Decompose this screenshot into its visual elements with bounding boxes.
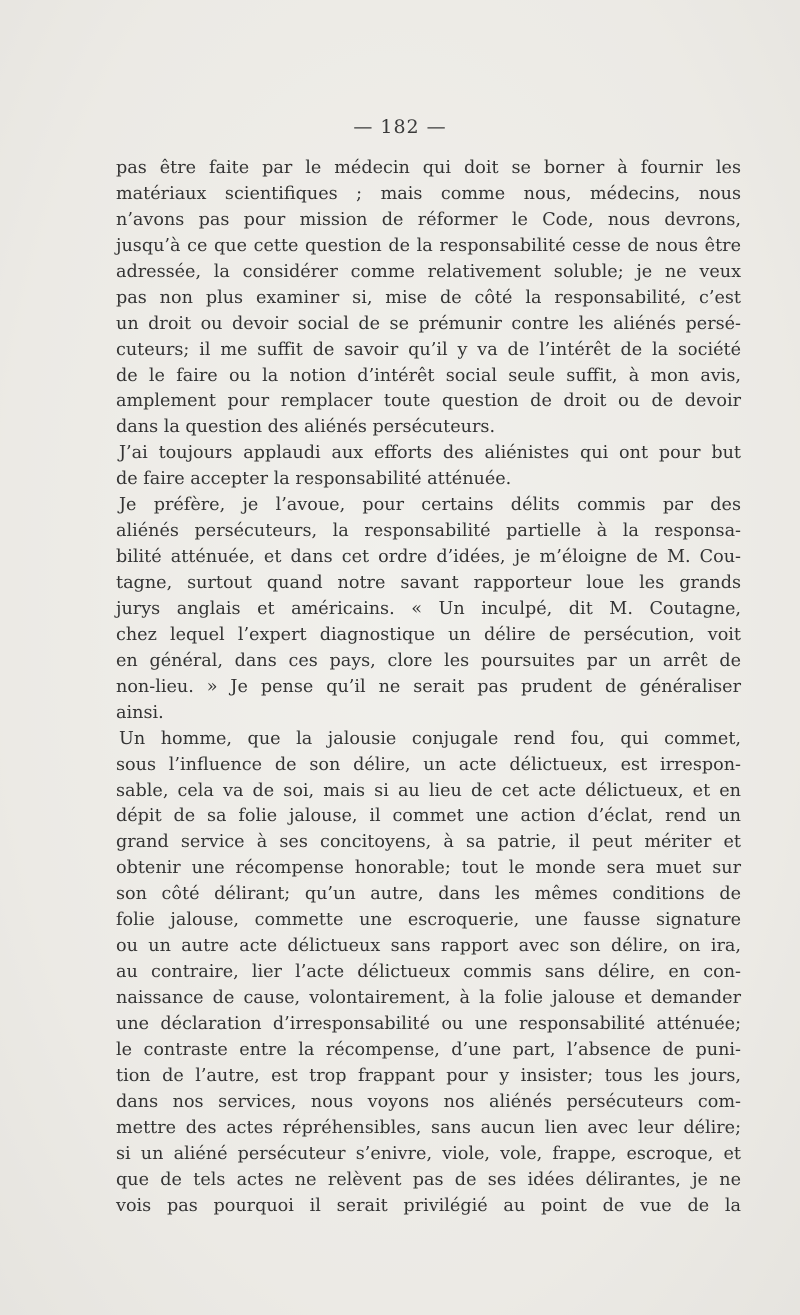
text-line: de le faire ou la notion d’intérêt social seule suffit, à mon avis, <box>116 365 741 386</box>
text-line: pas être faite par le médecin qui doit se borner à fournir les <box>116 158 741 178</box>
text-line: que de tels actes ne relèvent pas de ses idées délirantes, je ne <box>116 1169 741 1190</box>
text-line: en général, dans ces pays, clore les poursuites par un arrêt de <box>116 650 741 671</box>
text-line: son côté délirant; qu’un autre, dans les mêmes conditions de <box>116 884 741 905</box>
text-line: pas non plus examiner si, mise de côté la responsabilité, c’est <box>116 287 741 308</box>
text-line: non-lieu. » Je pense qu’il ne serait pas prudent de généraliser <box>116 676 741 697</box>
text-line: naissance de cause, volontairement, à la folie jalouse et demander <box>116 988 741 1008</box>
text-line: Je préfère, je l’avoue, pour certains délits commis par des <box>119 495 741 516</box>
text-line: tion de l’autre, est trop frappant pour y insister; tous les jours, <box>116 1065 741 1086</box>
text-line: dépit de sa folie jalouse, il commet une action d’éclat, rend un <box>116 806 741 827</box>
text-line: le contraste entre la récompense, d’une part, l’absence de puni- <box>116 1039 741 1060</box>
text-line: mettre des actes répréhensibles, sans aucun lien avec leur délire; <box>116 1117 741 1138</box>
text-line: ou un autre acte délictueux sans rapport avec son délire, on ira, <box>116 936 741 957</box>
text-line: matériaux scientifiques ; mais comme nous, médecins, nous <box>116 183 741 204</box>
text-line: Un homme, que la jalousie conjugale rend fou, qui commet, <box>119 728 741 749</box>
text-line: dans nos services, nous voyons nos aliénés persécuteurs com- <box>116 1091 741 1112</box>
text-line: bilité atténuée, et dans cet ordre d’idées, je m’éloigne de M. Cou- <box>116 547 741 568</box>
text-line: adressée, la considérer comme relativement soluble; je ne veux <box>116 261 741 282</box>
text-line: tagne, surtout quand notre savant rapporteur loue les grands <box>116 573 741 593</box>
text-line: n’avons pas pour mission de réformer le Code, nous devrons, <box>116 209 741 230</box>
text-line: dans la question des aliénés persécuteurs. <box>116 417 496 438</box>
text-line: amplement pour remplacer toute question de droit ou de devoir <box>116 391 741 412</box>
text-line: grand service à ses concitoyens, à sa patrie, il peut mériter et <box>116 832 741 853</box>
text-line: J’ai toujours applaudi aux efforts des aliénistes qui ont pour but <box>119 443 741 464</box>
text-line: aliénés persécuteurs, la responsabilité partielle à la responsa- <box>116 521 741 542</box>
text-line: jurys anglais et américains. « Un inculpé, dit M. Coutagne, <box>116 598 741 619</box>
text-line: vois pas pourquoi il serait privilégié au point de vue de la <box>116 1195 741 1216</box>
text-line: folie jalouse, commette une escroquerie, une fausse signature <box>116 910 741 931</box>
page-number: — 182 — <box>353 116 447 138</box>
text-line: au contraire, lier l’acte délictueux commis sans délire, en con- <box>116 962 741 983</box>
text-line: sable, cela va de soi, mais si au lieu de cet acte délictueux, et en <box>116 780 741 801</box>
text-line: une déclaration d’irresponsabilité ou une responsabilité atténuée; <box>116 1013 741 1034</box>
body-text <box>116 156 741 1219</box>
text-line: un droit ou devoir social de se prémunir contre les aliénés persé- <box>116 313 741 334</box>
text-line: sous l’influence de son délire, un acte délictueux, est irrespon- <box>116 754 741 775</box>
text-line: jusqu’à ce que cette question de la responsabilité cesse de nous être <box>116 235 741 256</box>
text-line: ainsi. <box>116 702 164 723</box>
text-line: chez lequel l’expert diagnostique un délire de persécution, voit <box>116 624 741 645</box>
text-line: de faire accepter la responsabilité atténuée. <box>116 469 512 490</box>
text-line: si un aliéné persécuteur s’enivre, viole, vole, frappe, escroque, et <box>116 1143 741 1164</box>
text-line: cuteurs; il me suffit de savoir qu’il y va de l’intérêt de la société <box>116 339 741 360</box>
text-line: obtenir une récompense honorable; tout le monde sera muet sur <box>116 858 741 879</box>
